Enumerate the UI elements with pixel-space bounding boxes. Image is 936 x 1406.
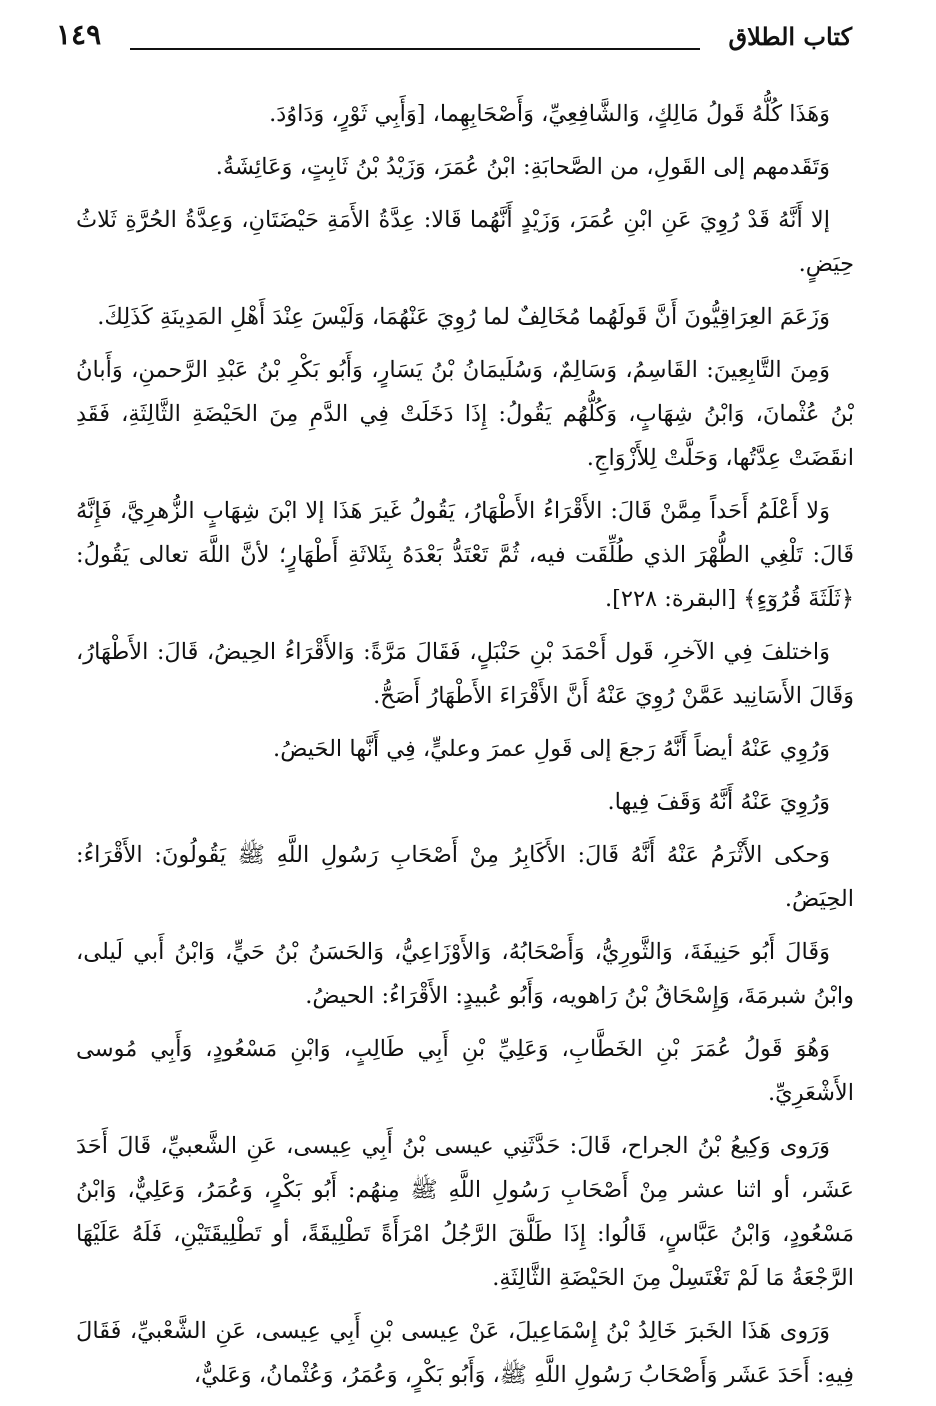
header-rule <box>130 48 700 50</box>
paragraph: وَهُوَ قَولُ عُمَرَ بْنِ الخَطَّابِ، وَعَلِيِّ بْنِ أَبِي طَالِبٍ، وَابْنِ مَسْعُودٍ، وَأَبِي مُوسى الأَشْعَرِيِّ. <box>76 1036 854 1106</box>
running-title: كتاب الطلاق <box>728 22 852 51</box>
paragraph: وَقَالَ أَبُو حَنِيفَةَ، وَالثَّورِيُّ، وَأَصْحَابُهُ، وَالأَوْزَاعِيُّ، وَالحَسَنُ بْنُ حَيٍّ، وَابْنُ أَبي لَيلى، وابْنُ شبرمَةَ، وَإِسْحَاقُ بْنُ رَاهويه، وَأَبُو عُبيدٍ: الأَقْرَاءُ: الحيضُ. <box>76 939 854 1009</box>
paragraph: وَاختلفَ فِي الآخرِ، قَول أَحْمَدَ بْنِ حَنْبَلٍ، فَقَالَ مَرَّةً: وَالأَقْرَاءُ الحِيضُ، قَالَ: الأَطْهَارُ، وَقَالَ الأَسَانِيد عَمَّنْ رُوِيَ عَنْهُ أَنَّ الأَقْرَاءَ الأَطْهَارُ أَصَحُّ. <box>76 639 854 709</box>
page-header <box>56 14 852 58</box>
page-number: ١٤٩ <box>56 18 102 51</box>
paragraph: وَرَوى وَكِيعُ بْنُ الجراح، قَالَ: حَدَّثَنِي عيسى بْنُ أَبِي عِيسى، عَنِ الشَّعبيِّ، قَالَ أَحَدَ عَشَر، أو اثنا عشر مِنْ أَصْحَابِ رَسُولِ اللَّهِ ﷺ مِنهُم: أَبُو بَكْرٍ، وَعُمَرُ، وَعَلِيٌّ، وَابْنُ مَسْعُودٍ، وَابْنُ عَبَّاسٍ، قَالُوا: إِذَا طَلَّقَ الرَّجُلُ امْرَأَةً تَطْلِيقَةً، أو تَطْلِيقَتَيْنِ، فَلَهُ عَلَيْهَا الرَّجْعَةُ مَا لَمْ تَغْتَسِلْ مِنَ الحَيْضَةِ الثَّالِثَةِ. <box>76 1133 854 1291</box>
paragraph: وَرَوى هَذَا الخَبرَ خَالِدُ بْنُ إِسْمَاعِيلَ، عَنْ عِيسى بْنِ أَبِي عِيسى، عَنِ الشَّعْبيِّ، فَقَالَ فِيهِ: أَحَدَ عَشَر وَأَصْحَابُ رَسُولِ اللَّهِ ﷺ، وَأَبُو بَكْرٍ، وَعُمَرُ، وَعُثْمانُ، وَعَليٌّ، <box>76 1318 854 1388</box>
paragraph: وَرُوِي عَنْهُ أيضاً أَنَّهُ رَجعَ إلى قَولِ عمرَ وعليٍّ، فِي أَنَّها الحَيضُ. <box>273 736 830 762</box>
paragraph: وَحكى الأَثْرَمُ عَنْهُ أَنَّهُ قَالَ: الأَكَابِرُ مِنْ أَصْحَابِ رَسُولِ اللَّهِ ﷺ يَقُولُونَ: الأَقْرَاءُ: الحِيَضُ. <box>76 842 854 912</box>
paragraph: وَتَقَدمهم إلى القَولِ، من الصَّحابَةِ: ابْنُ عُمَرَ، وَزَيْدُ بْنُ ثَابِتٍ، وَعَائِشَةُ. <box>215 154 830 180</box>
page-body <box>76 92 854 1406</box>
paragraph: وَهَذَا كُلُّهُ قَولُ مَالِكٍ، وَالشَّافِعِيِّ، وَأَصْحَابِهِما، [وَأَبِي ثَوْرٍ، وَدَاوُدَ. <box>269 101 830 127</box>
paragraph: وَلا أَعْلَمُ أَحَداً مِمَّنْ قَالَ: الأَقْرَاءُ الأَطْهَارُ، يَقُولُ غَيرَ هَذَا إلا ابْنَ شِهَابٍ الزُّهرِيَّ، فَإِنَّهُ قَالَ: تَلْغِي الطُّهْرَ الذي طُلِّقَت فيه، ثُمَّ تَعْتَدُّ بَعْدَهُ بِثَلاثَةِ أَطْهَارٍ؛ لأنَّ اللَّهَ تعالى يَقُولُ: ﴿ثَلَثَةَ قُرُوٓءٍ﴾ [البقرة: ٢٢٨]. <box>76 498 854 612</box>
paragraph: إلا أَنَّهُ قَدْ رُوِيَ عَنِ ابْنِ عُمَرَ، وَزَيْدٍ أَنَّهُما قَالا: عِدَّةُ الأَمَةِ حَيْضَتَانِ، وَعِدَّةُ الحُرَّةِ ثَلاثُ حِيَضٍ. <box>76 207 854 277</box>
paragraph: وَزَعَمَ العِرَاقِيُّونَ أَنَّ قَولَهُما مُخَالِفٌ لما رُوِيَ عَنْهُمَا، وَلَيْسَ عِنْدَ أَهْلِ المَدِينَةِ كَذَلِكَ. <box>97 304 830 330</box>
paragraph: وَرُوِيَ عَنْهُ أَنَّهُ وَقَفَ فِيها. <box>607 789 830 815</box>
paragraph: وَمِنَ التَّابِعِينَ: القَاسِمُ، وَسَالِمٌ، وَسُلَيمَانُ بْنُ يَسَارٍ، وَأَبُو بَكْرِ بْنُ عَبْدِ الرَّحمنِ، وَأَبانُ بْنُ عُثْمانَ، وَابْنُ شِهَابٍ، وَكُلُّهُم يَقُولُ: إِذَا دَخَلَتْ فِي الدَّمِ مِنَ الحَيْضَةِ الثَّالِثَةِ، فَقَدِ انقَضَتْ عِدَّتُها، وَحَلَّتْ لِلأَزْوَاجِ. <box>76 357 854 471</box>
